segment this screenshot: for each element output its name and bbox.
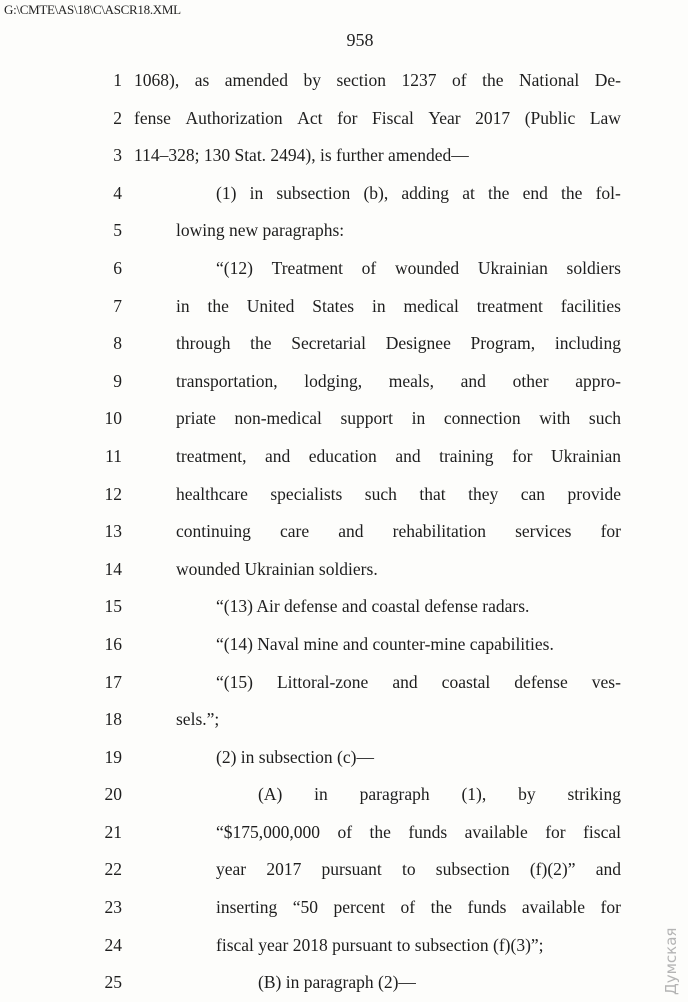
word: adding — [401, 182, 450, 203]
line-number: 11 — [105, 445, 122, 466]
word: transportation, — [176, 370, 278, 391]
word: and — [264, 445, 291, 466]
word: Fiscal — [372, 107, 414, 128]
text-line — [0, 288, 688, 326]
bill-text-body — [0, 62, 688, 1002]
word: through — [176, 333, 231, 354]
word: facilities — [560, 295, 621, 316]
word: medical — [403, 295, 459, 316]
word: Year — [428, 107, 461, 128]
line-text — [176, 438, 621, 476]
line-text: (B) in paragraph (2)— — [258, 972, 416, 993]
line-number: 10 — [104, 408, 122, 429]
line-number: 17 — [104, 671, 122, 692]
word: of — [452, 70, 467, 90]
word: Act — [297, 107, 323, 128]
word: defense — [514, 671, 568, 692]
line-number: 8 — [113, 333, 122, 354]
word: for — [600, 521, 621, 542]
word: “(15) — [216, 671, 253, 692]
word: the — [250, 333, 272, 354]
word: in — [411, 408, 426, 429]
word: section — [336, 70, 387, 90]
text-line — [0, 62, 688, 100]
word: for — [600, 897, 621, 918]
word: Secretarial — [291, 333, 367, 354]
word: “$175,000,000 — [216, 821, 321, 842]
word: funds — [467, 897, 507, 918]
line-text — [216, 851, 621, 889]
word: connection — [443, 408, 521, 429]
line-number: 21 — [104, 821, 122, 842]
line-number: 6 — [113, 257, 122, 278]
word: 2017 — [266, 859, 302, 880]
word: fense — [134, 107, 171, 128]
word: 1237 — [401, 70, 437, 90]
line-text: “(14) Naval mine and counter-mine capabilities. — [216, 633, 554, 654]
line-number: 14 — [104, 558, 122, 579]
line-text — [216, 889, 621, 927]
word: fol- — [595, 182, 621, 203]
word: care — [279, 521, 310, 542]
line-text: “(13) Air defense and coastal defense radars. — [216, 596, 530, 617]
line-text — [176, 363, 621, 401]
text-line — [0, 776, 688, 814]
word: coastal — [441, 671, 491, 692]
word: by — [518, 784, 536, 805]
word: the — [369, 821, 391, 842]
text-line — [0, 400, 688, 438]
word: training — [439, 445, 494, 466]
word: education — [308, 445, 377, 466]
page-number: 958 — [346, 30, 374, 50]
word: at — [462, 182, 475, 203]
word: the — [561, 182, 583, 203]
text-line — [0, 438, 688, 476]
word: subsection — [276, 182, 351, 203]
line-text — [134, 100, 621, 138]
word: for — [512, 445, 533, 466]
line-number: 19 — [104, 746, 122, 767]
line-number: 9 — [113, 370, 122, 391]
word: the — [482, 70, 504, 90]
word: (1) — [216, 182, 237, 203]
word: and — [460, 370, 486, 391]
word: other — [512, 370, 549, 391]
line-text: 114–328; 130 Stat. 2494), is further amended— — [134, 145, 469, 166]
word: States — [312, 295, 355, 316]
word: ves- — [591, 671, 621, 692]
text-line — [0, 137, 688, 175]
word: appro- — [575, 370, 621, 391]
word: 1068), — [134, 70, 180, 90]
text-line — [0, 325, 688, 363]
line-text: lowing new paragraphs: — [176, 220, 345, 241]
word: “(12) — [216, 257, 253, 278]
word: year — [216, 859, 247, 880]
word: that — [419, 483, 446, 504]
file-path-header: G:\CMTE\AS\18\C\ASCR18.XML — [4, 2, 181, 17]
word: specialists — [270, 483, 343, 504]
line-text: fiscal year 2018 pursuant to subsection (f)(3)”; — [216, 934, 544, 955]
word: Program, — [470, 333, 536, 354]
word: amended — [224, 70, 288, 90]
line-number: 4 — [113, 182, 122, 203]
text-line — [0, 513, 688, 551]
word: by — [303, 70, 321, 90]
word: available — [464, 821, 528, 842]
line-text — [216, 664, 621, 702]
text-line — [0, 100, 688, 138]
text-line — [0, 889, 688, 927]
text-line — [0, 626, 688, 664]
word: Littoral-zone — [276, 671, 369, 692]
line-text — [134, 62, 621, 100]
word: for — [337, 107, 358, 128]
word: Treatment — [271, 257, 343, 278]
word: “50 — [292, 897, 319, 918]
word: of — [400, 897, 416, 918]
line-number: 7 — [113, 295, 122, 316]
word: pursuant — [321, 859, 382, 880]
word: treatment, — [176, 445, 247, 466]
text-line — [0, 664, 688, 702]
word: funds — [408, 821, 448, 842]
word: percent — [333, 897, 386, 918]
word: striking — [567, 784, 621, 805]
line-number: 5 — [113, 220, 122, 241]
word: with — [539, 408, 571, 429]
line-text — [258, 776, 621, 814]
word: in — [314, 784, 328, 805]
word: paragraph — [359, 784, 430, 805]
word: as — [194, 70, 210, 90]
line-number: 23 — [104, 897, 122, 918]
word: non-medical — [234, 408, 322, 429]
text-line — [0, 588, 688, 626]
word: (f)(2)” — [529, 859, 576, 880]
text-line — [0, 175, 688, 213]
word: (Public — [524, 107, 576, 128]
line-text — [216, 814, 621, 852]
word: for — [545, 821, 566, 842]
word: inserting — [216, 897, 278, 918]
word: Ukrainian — [477, 257, 548, 278]
word: in — [249, 182, 264, 203]
line-number: 22 — [104, 859, 122, 880]
watermark: Думская — [662, 927, 680, 995]
word: 2017 — [475, 107, 511, 128]
text-line — [0, 964, 688, 1002]
word: such — [364, 483, 397, 504]
word: priate — [176, 408, 216, 429]
line-number: 24 — [104, 934, 122, 955]
line-text — [176, 476, 621, 514]
word: treatment — [476, 295, 543, 316]
word: in — [176, 295, 190, 316]
text-line — [0, 363, 688, 401]
word: lodging, — [304, 370, 363, 391]
line-number: 18 — [104, 709, 122, 730]
line-text — [176, 288, 621, 326]
word: in — [371, 295, 386, 316]
line-number: 3 — [113, 145, 122, 166]
text-line — [0, 851, 688, 889]
line-text: wounded Ukrainian soldiers. — [176, 558, 378, 579]
word: (1), — [461, 784, 487, 805]
word: fiscal — [583, 821, 621, 842]
word: subsection — [435, 859, 510, 880]
word: support — [340, 408, 393, 429]
word: Authorization — [185, 107, 283, 128]
word: (A) — [258, 784, 283, 805]
word: healthcare — [176, 483, 248, 504]
line-text: sels.”; — [176, 709, 220, 730]
word: Law — [589, 107, 621, 128]
text-line — [0, 927, 688, 965]
line-text — [176, 400, 621, 438]
word: rehabilitation — [392, 521, 486, 542]
text-line — [0, 739, 688, 777]
line-number: 16 — [104, 633, 122, 654]
word: National — [519, 70, 580, 90]
line-number: 13 — [104, 521, 122, 542]
word: such — [588, 408, 621, 429]
text-line — [0, 250, 688, 288]
text-line — [0, 814, 688, 852]
line-number: 12 — [104, 483, 122, 504]
word: and — [395, 445, 421, 466]
word: services — [515, 521, 572, 542]
text-line — [0, 551, 688, 589]
word: and — [595, 859, 621, 880]
word: to — [401, 859, 416, 880]
line-number: 20 — [104, 784, 122, 805]
word: the — [430, 897, 452, 918]
word: (b), — [363, 182, 389, 203]
word: and — [338, 521, 364, 542]
word: can — [520, 483, 546, 504]
word: end — [522, 182, 548, 203]
word: continuing — [176, 521, 251, 542]
word: and — [392, 671, 418, 692]
text-line — [0, 701, 688, 739]
word: De- — [594, 70, 621, 90]
text-line — [0, 476, 688, 514]
word: the — [488, 182, 510, 203]
line-number: 15 — [104, 596, 122, 617]
line-number: 25 — [104, 972, 122, 993]
word: Designee — [385, 333, 451, 354]
line-text — [216, 250, 621, 288]
word: Ukrainian — [550, 445, 621, 466]
line-text — [176, 513, 621, 551]
word: they — [468, 483, 499, 504]
word: the — [207, 295, 229, 316]
word: provide — [567, 483, 621, 504]
text-line — [0, 212, 688, 250]
word: United — [246, 295, 295, 316]
word: soldiers — [566, 257, 621, 278]
word: available — [521, 897, 586, 918]
line-number: 1 — [113, 70, 122, 90]
line-number: 2 — [113, 107, 122, 128]
word: wounded — [394, 257, 460, 278]
line-text: (2) in subsection (c)— — [216, 746, 374, 767]
word: of — [337, 821, 353, 842]
word: of — [361, 257, 377, 278]
word: meals, — [388, 370, 434, 391]
word: including — [554, 333, 621, 354]
line-text — [176, 325, 621, 363]
line-text — [216, 175, 621, 213]
